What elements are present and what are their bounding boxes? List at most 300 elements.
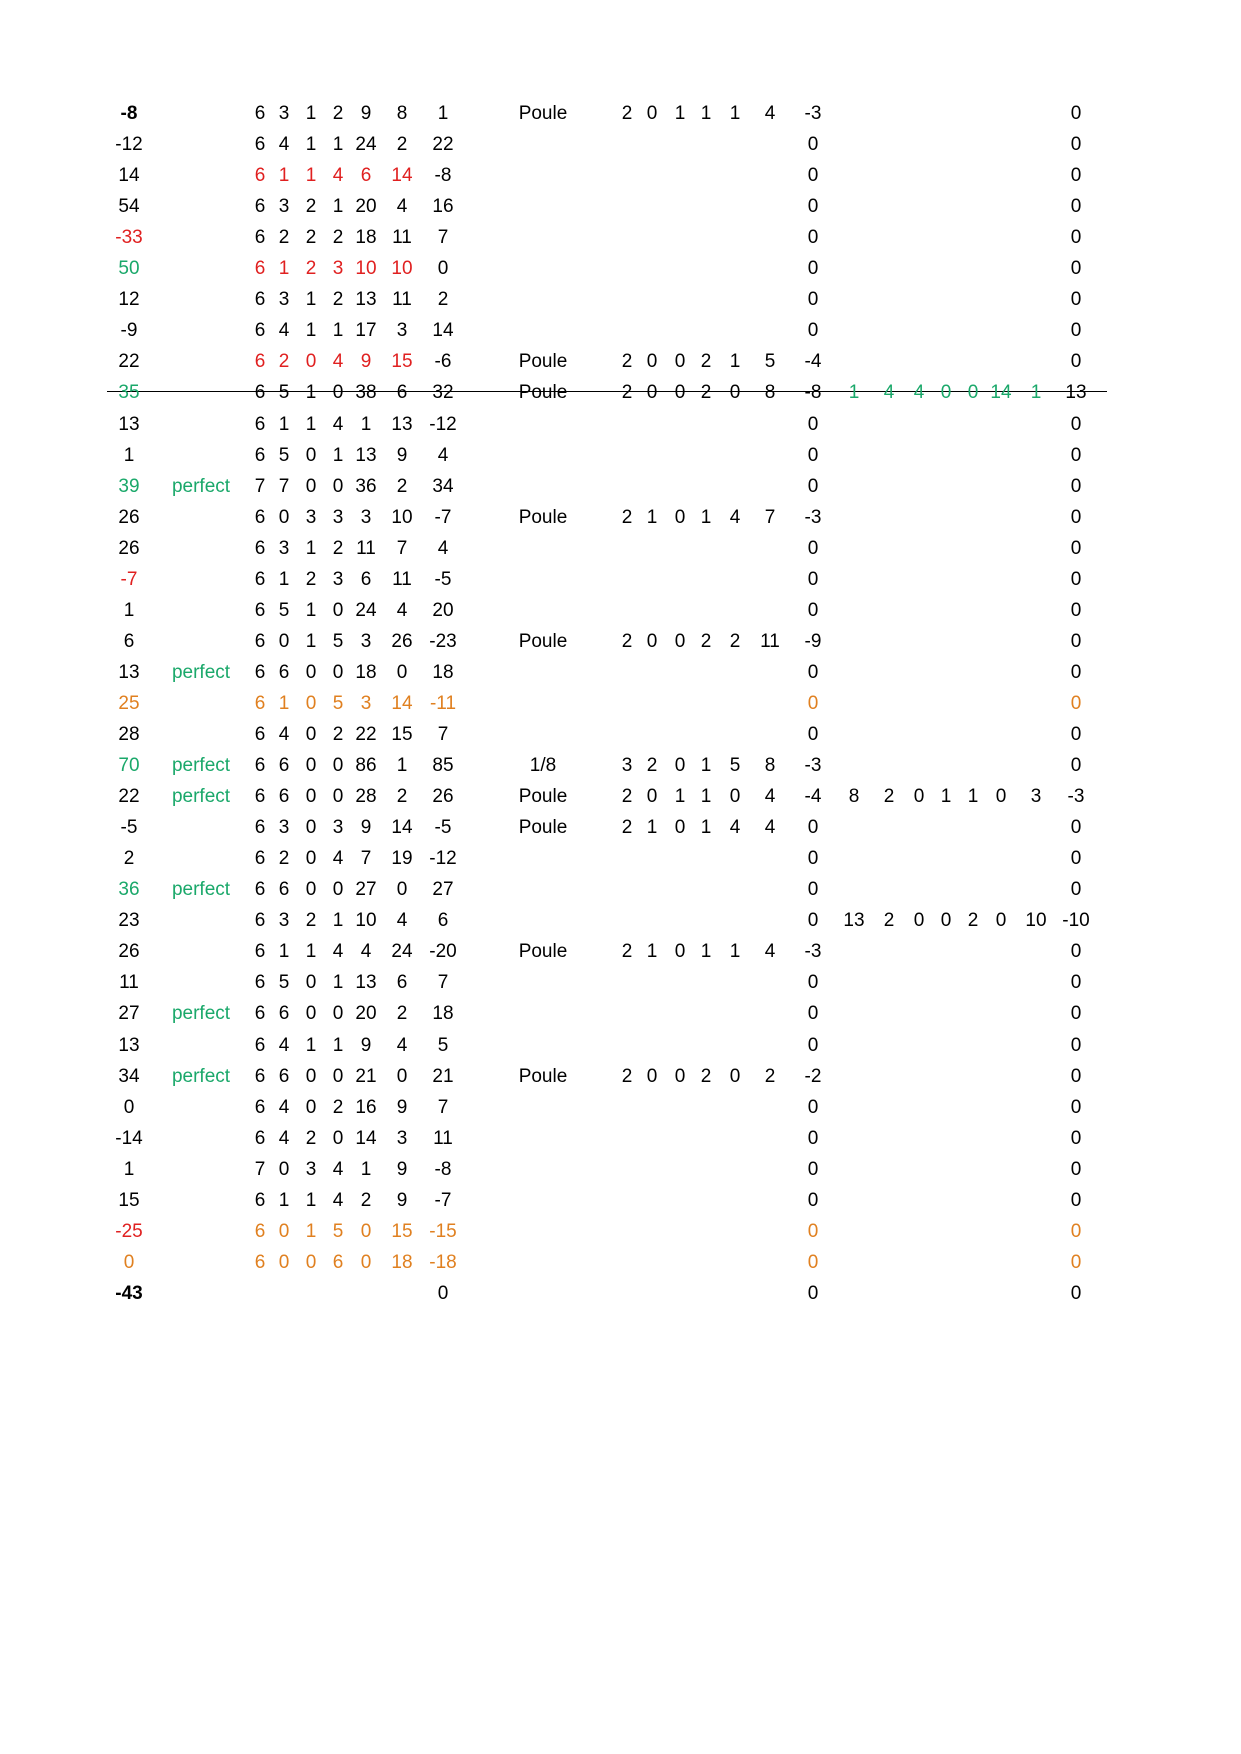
knockout-cell: 2 bbox=[700, 382, 712, 404]
knockout-diff-cell: 0 bbox=[807, 227, 819, 249]
stat-cell: 14 bbox=[391, 692, 413, 714]
knockout-cell: 7 bbox=[764, 506, 776, 528]
knockout-diff-cell: -2 bbox=[804, 1065, 822, 1087]
stat-cell: 3 bbox=[396, 1127, 408, 1149]
knockout-diff-cell: 0 bbox=[807, 320, 819, 342]
score-cell: 11 bbox=[119, 972, 139, 994]
stat-cell: 32 bbox=[432, 382, 454, 404]
stat-cell: 0 bbox=[396, 1065, 408, 1087]
stat-cell: 0 bbox=[332, 1065, 344, 1087]
table-row bbox=[0, 222, 1241, 253]
knockout-cell: 1 bbox=[700, 103, 712, 124]
stat-cell: 0 bbox=[332, 599, 344, 621]
table-row bbox=[0, 998, 1241, 1029]
score-cell: 35 bbox=[118, 382, 140, 404]
table-row bbox=[0, 1216, 1241, 1247]
stat-cell: 18 bbox=[355, 227, 377, 249]
stat-cell: 9 bbox=[396, 1096, 408, 1118]
stat-cell: 6 bbox=[254, 1065, 266, 1087]
stat-cell: 0 bbox=[332, 879, 344, 901]
total-cell: 0 bbox=[1070, 755, 1082, 777]
stat-cell: 9 bbox=[396, 444, 408, 466]
score-cell: 28 bbox=[118, 724, 140, 745]
stat-cell: 7 bbox=[437, 227, 449, 249]
knockout-cell: 2 bbox=[621, 103, 633, 124]
stat-cell: 36 bbox=[355, 475, 377, 497]
stat-cell: 4 bbox=[437, 537, 449, 559]
total-cell: 0 bbox=[1070, 1127, 1082, 1149]
knockout-diff-cell: 0 bbox=[807, 1003, 819, 1025]
stat-cell: 1 bbox=[278, 413, 290, 435]
knockout-cell: 1 bbox=[674, 786, 686, 808]
stat-cell: 13 bbox=[355, 972, 377, 994]
knockout-diff-cell: -9 bbox=[804, 630, 822, 652]
knockout-diff-cell: 0 bbox=[807, 817, 819, 839]
total-cell: -10 bbox=[1062, 910, 1090, 932]
stat-cell: -8 bbox=[434, 1158, 452, 1180]
total-cell: 0 bbox=[1070, 879, 1082, 901]
stat-cell: 2 bbox=[437, 289, 449, 311]
knockout-cell: 1 bbox=[729, 103, 741, 124]
stat-cell: 6 bbox=[254, 724, 266, 745]
stat-cell: 0 bbox=[305, 848, 317, 870]
stat-cell: -15 bbox=[429, 1220, 457, 1242]
knockout-diff-cell: 0 bbox=[807, 196, 819, 218]
stat-cell: 6 bbox=[254, 630, 266, 652]
stat-cell: 7 bbox=[278, 475, 290, 497]
knockout-cell: 0 bbox=[646, 786, 658, 808]
knockout-diff-cell: 0 bbox=[807, 1189, 819, 1211]
stat-cell: 3 bbox=[305, 506, 317, 528]
stat-cell: 3 bbox=[278, 289, 290, 311]
stat-cell: 11 bbox=[392, 568, 412, 590]
stat-cell: 6 bbox=[254, 227, 266, 249]
knockout-cell: 2 bbox=[621, 506, 633, 528]
table-row bbox=[0, 564, 1241, 595]
total-cell: 0 bbox=[1070, 165, 1082, 187]
stat-cell: -11 bbox=[429, 692, 457, 714]
stat-cell: 4 bbox=[360, 941, 372, 963]
table-row bbox=[0, 440, 1241, 471]
score-cell: -7 bbox=[120, 568, 138, 590]
stat-cell: 18 bbox=[391, 1251, 413, 1273]
stat-cell: 7 bbox=[254, 475, 266, 497]
knockout-cell: 1 bbox=[700, 786, 712, 808]
stat-cell: 0 bbox=[332, 1127, 344, 1149]
round-cell: Poule bbox=[518, 786, 568, 808]
stat-cell: 3 bbox=[278, 196, 290, 218]
knockout-cell: 4 bbox=[729, 817, 741, 839]
stat-cell: 1 bbox=[278, 941, 290, 963]
stat-cell: 0 bbox=[305, 661, 317, 683]
stat-cell: 11 bbox=[392, 227, 412, 249]
score-cell: 26 bbox=[118, 537, 140, 559]
stat-cell: 1 bbox=[332, 972, 344, 994]
table-row bbox=[0, 843, 1241, 874]
stat-cell: 20 bbox=[355, 196, 377, 218]
table-row bbox=[0, 874, 1241, 905]
knockout-diff-cell: -3 bbox=[804, 103, 822, 124]
stat-cell: 7 bbox=[396, 537, 408, 559]
extra-cell: 2 bbox=[883, 786, 895, 808]
table-row bbox=[0, 253, 1241, 284]
table-row bbox=[0, 719, 1241, 750]
table-row bbox=[0, 377, 1241, 408]
stat-cell: 2 bbox=[332, 289, 344, 311]
stat-cell: 0 bbox=[305, 786, 317, 808]
knockout-cell: 1 bbox=[729, 351, 741, 373]
knockout-cell: 0 bbox=[674, 630, 686, 652]
stat-cell: 6 bbox=[254, 786, 266, 808]
perfect-note: perfect bbox=[171, 786, 231, 808]
stat-cell: 27 bbox=[355, 879, 377, 901]
knockout-cell: 1 bbox=[646, 506, 658, 528]
stat-cell: 24 bbox=[355, 134, 377, 156]
stat-cell: 6 bbox=[254, 972, 266, 994]
total-cell: 0 bbox=[1070, 413, 1082, 435]
total-cell: 0 bbox=[1070, 134, 1082, 156]
knockout-diff-cell: 0 bbox=[807, 413, 819, 435]
stat-cell: 3 bbox=[278, 817, 290, 839]
stat-cell: 16 bbox=[432, 196, 454, 218]
total-cell: 0 bbox=[1070, 320, 1082, 342]
stat-cell: 2 bbox=[305, 258, 317, 280]
knockout-cell: 0 bbox=[674, 1065, 686, 1087]
stat-cell: 6 bbox=[254, 941, 266, 963]
stat-cell: 6 bbox=[396, 382, 408, 404]
table-row bbox=[0, 1154, 1241, 1185]
knockout-diff-cell: 0 bbox=[807, 972, 819, 994]
knockout-cell: 2 bbox=[621, 630, 633, 652]
stat-cell: -23 bbox=[429, 630, 457, 652]
stat-cell: 3 bbox=[332, 817, 344, 839]
knockout-cell: 3 bbox=[621, 755, 633, 777]
stat-cell: 26 bbox=[391, 630, 413, 652]
stat-cell: -5 bbox=[434, 817, 452, 839]
stat-cell: 0 bbox=[332, 382, 344, 404]
total-cell: 0 bbox=[1070, 475, 1082, 497]
stat-cell: 0 bbox=[305, 724, 317, 745]
score-cell: 6 bbox=[123, 630, 135, 652]
score-cell: -43 bbox=[115, 1282, 143, 1304]
table-row bbox=[0, 905, 1241, 936]
knockout-diff-cell: 0 bbox=[807, 1251, 819, 1273]
round-cell: Poule bbox=[518, 351, 568, 373]
extra-cell: 13 bbox=[843, 910, 865, 932]
stat-cell: 6 bbox=[396, 972, 408, 994]
stat-cell: 34 bbox=[432, 475, 454, 497]
knockout-cell: 2 bbox=[646, 755, 658, 777]
stat-cell: 6 bbox=[254, 1189, 266, 1211]
stat-cell: 0 bbox=[305, 1065, 317, 1087]
stat-cell: 3 bbox=[305, 1158, 317, 1180]
stat-cell: 21 bbox=[432, 1065, 454, 1087]
stat-cell: 0 bbox=[332, 755, 344, 777]
stat-cell: 5 bbox=[437, 1034, 449, 1056]
table-row bbox=[0, 1185, 1241, 1216]
stat-cell: 6 bbox=[278, 879, 290, 901]
score-cell: -33 bbox=[115, 227, 143, 249]
score-cell: 12 bbox=[118, 289, 140, 311]
stat-cell: 6 bbox=[254, 165, 266, 187]
stat-cell: 10 bbox=[391, 506, 413, 528]
table-row bbox=[0, 129, 1241, 160]
stat-cell: 1 bbox=[305, 1189, 317, 1211]
knockout-cell: 4 bbox=[764, 941, 776, 963]
total-cell: 0 bbox=[1070, 724, 1082, 745]
total-cell: 0 bbox=[1070, 258, 1082, 280]
stat-cell: 6 bbox=[254, 1034, 266, 1056]
round-cell: Poule bbox=[518, 817, 568, 839]
knockout-diff-cell: 0 bbox=[807, 289, 819, 311]
score-cell: 1 bbox=[123, 1158, 135, 1180]
knockout-diff-cell: -3 bbox=[804, 941, 822, 963]
extra-cell: 2 bbox=[967, 910, 979, 932]
knockout-cell: 2 bbox=[621, 786, 633, 808]
stat-cell: 6 bbox=[254, 568, 266, 590]
stat-cell: 4 bbox=[332, 941, 344, 963]
total-cell: 0 bbox=[1070, 661, 1082, 683]
stat-cell: 9 bbox=[396, 1189, 408, 1211]
stat-cell: 1 bbox=[305, 382, 317, 404]
knockout-cell: 4 bbox=[764, 817, 776, 839]
stat-cell: 0 bbox=[396, 661, 408, 683]
score-cell: 22 bbox=[118, 786, 140, 808]
score-cell: 26 bbox=[118, 506, 140, 528]
extra-cell: 0 bbox=[995, 786, 1007, 808]
extra-cell: 10 bbox=[1025, 910, 1047, 932]
extra-cell: 3 bbox=[1030, 786, 1042, 808]
score-cell: 70 bbox=[118, 755, 140, 777]
stat-cell: 6 bbox=[360, 568, 372, 590]
total-cell: 0 bbox=[1070, 941, 1082, 963]
total-cell: -3 bbox=[1067, 786, 1085, 808]
stat-cell: 6 bbox=[254, 755, 266, 777]
stat-cell: 0 bbox=[305, 692, 317, 714]
stat-cell: 1 bbox=[278, 258, 290, 280]
stat-cell: 6 bbox=[278, 661, 290, 683]
stat-cell: 3 bbox=[332, 258, 344, 280]
table-row bbox=[0, 1092, 1241, 1123]
stat-cell: 1 bbox=[360, 413, 372, 435]
stat-cell: 6 bbox=[254, 196, 266, 218]
stat-cell: 1 bbox=[332, 320, 344, 342]
stat-cell: -5 bbox=[434, 568, 452, 590]
total-cell: 0 bbox=[1070, 599, 1082, 621]
knockout-diff-cell: -3 bbox=[804, 506, 822, 528]
score-cell: 54 bbox=[118, 196, 140, 218]
total-cell: 0 bbox=[1070, 227, 1082, 249]
stat-cell: 26 bbox=[432, 786, 454, 808]
stat-cell: 5 bbox=[278, 599, 290, 621]
perfect-note: perfect bbox=[171, 661, 231, 683]
stat-cell: 13 bbox=[391, 413, 413, 435]
stat-cell: 2 bbox=[332, 537, 344, 559]
knockout-diff-cell: 0 bbox=[807, 165, 819, 187]
extra-cell: 0 bbox=[940, 382, 952, 404]
score-cell: 50 bbox=[118, 258, 140, 280]
knockout-cell: 2 bbox=[621, 382, 633, 404]
table-row bbox=[0, 1123, 1241, 1154]
stat-cell: 17 bbox=[355, 320, 377, 342]
knockout-diff-cell: 0 bbox=[807, 1220, 819, 1242]
knockout-cell: 1 bbox=[646, 817, 658, 839]
table-row bbox=[0, 595, 1241, 626]
stat-cell: 14 bbox=[355, 1127, 377, 1149]
knockout-cell: 4 bbox=[764, 103, 776, 124]
stat-cell: 2 bbox=[305, 1127, 317, 1149]
stat-cell: 5 bbox=[278, 444, 290, 466]
knockout-diff-cell: 0 bbox=[807, 910, 819, 932]
extra-cell: 1 bbox=[967, 786, 979, 808]
stat-cell: 0 bbox=[278, 630, 290, 652]
stat-cell: 5 bbox=[332, 1220, 344, 1242]
stat-cell: 3 bbox=[360, 630, 372, 652]
knockout-cell: 0 bbox=[674, 755, 686, 777]
knockout-cell: 5 bbox=[764, 351, 776, 373]
stat-cell: 6 bbox=[437, 910, 449, 932]
stat-cell: 1 bbox=[305, 599, 317, 621]
stat-cell: 0 bbox=[360, 1251, 372, 1273]
score-cell: 15 bbox=[118, 1189, 140, 1211]
stat-cell: 2 bbox=[332, 724, 344, 745]
knockout-cell: 2 bbox=[621, 817, 633, 839]
total-cell: 0 bbox=[1070, 289, 1082, 311]
total-cell: 0 bbox=[1070, 848, 1082, 870]
knockout-diff-cell: -3 bbox=[804, 755, 822, 777]
stat-cell: 0 bbox=[305, 755, 317, 777]
total-cell: 13 bbox=[1065, 382, 1087, 404]
total-cell: 0 bbox=[1070, 537, 1082, 559]
table-row bbox=[0, 315, 1241, 346]
total-cell: 0 bbox=[1070, 1220, 1082, 1242]
stat-cell: 2 bbox=[305, 227, 317, 249]
stat-cell: 2 bbox=[332, 1096, 344, 1118]
stat-cell: 4 bbox=[332, 413, 344, 435]
stat-cell: 11 bbox=[392, 289, 412, 311]
stat-cell: 4 bbox=[332, 165, 344, 187]
stat-cell: 1 bbox=[305, 413, 317, 435]
stat-cell: 15 bbox=[391, 724, 413, 745]
stat-cell: 6 bbox=[254, 506, 266, 528]
knockout-cell: 4 bbox=[764, 786, 776, 808]
score-cell: 1 bbox=[123, 444, 135, 466]
table-row bbox=[0, 688, 1241, 719]
stat-cell: 14 bbox=[391, 165, 413, 187]
knockout-cell: 0 bbox=[729, 786, 741, 808]
stat-cell: 10 bbox=[391, 258, 413, 280]
stat-cell: 4 bbox=[332, 848, 344, 870]
knockout-cell: 0 bbox=[646, 1065, 658, 1087]
score-cell: 39 bbox=[118, 475, 140, 497]
score-cell: 14 bbox=[118, 165, 140, 187]
stat-cell: 9 bbox=[396, 1158, 408, 1180]
table-row bbox=[0, 781, 1241, 812]
knockout-cell: 0 bbox=[729, 382, 741, 404]
stat-cell: 3 bbox=[332, 506, 344, 528]
stat-cell: 0 bbox=[360, 1220, 372, 1242]
stat-cell: 18 bbox=[432, 1003, 454, 1025]
stat-cell: 6 bbox=[254, 661, 266, 683]
stat-cell: 0 bbox=[332, 1003, 344, 1025]
score-cell: 0 bbox=[123, 1096, 135, 1118]
stat-cell: 9 bbox=[360, 1034, 372, 1056]
stat-cell: 1 bbox=[332, 910, 344, 932]
knockout-cell: 0 bbox=[674, 506, 686, 528]
knockout-cell: 2 bbox=[764, 1065, 776, 1087]
stat-cell: 85 bbox=[432, 755, 454, 777]
stat-cell: 0 bbox=[437, 1282, 449, 1304]
stat-cell: -12 bbox=[429, 413, 457, 435]
table-row bbox=[0, 191, 1241, 222]
stat-cell: 2 bbox=[332, 227, 344, 249]
stat-cell: 2 bbox=[396, 475, 408, 497]
knockout-cell: 1 bbox=[646, 941, 658, 963]
knockout-cell: 1 bbox=[700, 817, 712, 839]
stat-cell: 6 bbox=[278, 755, 290, 777]
table-row bbox=[0, 1061, 1241, 1092]
score-cell: -9 bbox=[120, 320, 138, 342]
stat-cell: 4 bbox=[396, 196, 408, 218]
stat-cell: 4 bbox=[278, 134, 290, 156]
extra-cell: 4 bbox=[883, 382, 895, 404]
table-row bbox=[0, 409, 1241, 440]
table-row bbox=[0, 284, 1241, 315]
stat-cell: 7 bbox=[360, 848, 372, 870]
knockout-cell: 2 bbox=[700, 1065, 712, 1087]
knockout-diff-cell: 0 bbox=[807, 1282, 819, 1304]
score-cell: -12 bbox=[115, 134, 143, 156]
stat-cell: 1 bbox=[305, 1220, 317, 1242]
total-cell: 0 bbox=[1070, 1282, 1082, 1304]
knockout-diff-cell: 0 bbox=[807, 1158, 819, 1180]
round-cell: Poule bbox=[518, 941, 568, 963]
extra-cell: 0 bbox=[967, 382, 979, 404]
stat-cell: 0 bbox=[278, 506, 290, 528]
stat-cell: 6 bbox=[254, 413, 266, 435]
knockout-cell: 5 bbox=[729, 755, 741, 777]
stat-cell: -12 bbox=[429, 848, 457, 870]
stat-cell: 6 bbox=[254, 537, 266, 559]
stat-cell: 1 bbox=[305, 165, 317, 187]
stat-cell: 21 bbox=[355, 1065, 377, 1087]
stat-cell: 6 bbox=[254, 289, 266, 311]
stat-cell: 6 bbox=[254, 134, 266, 156]
stat-cell: 4 bbox=[278, 320, 290, 342]
knockout-cell: 1 bbox=[729, 941, 741, 963]
stat-cell: 3 bbox=[332, 568, 344, 590]
stat-cell: -18 bbox=[429, 1251, 457, 1273]
stat-cell: 19 bbox=[391, 848, 413, 870]
stat-cell: 1 bbox=[278, 1189, 290, 1211]
stat-cell: 2 bbox=[278, 848, 290, 870]
stat-cell: 18 bbox=[432, 661, 454, 683]
stat-cell: 6 bbox=[254, 1096, 266, 1118]
knockout-diff-cell: 0 bbox=[807, 848, 819, 870]
knockout-cell: 11 bbox=[760, 630, 780, 652]
total-cell: 0 bbox=[1070, 1158, 1082, 1180]
stat-cell: 20 bbox=[432, 599, 454, 621]
knockout-cell: 0 bbox=[674, 817, 686, 839]
stat-cell: -6 bbox=[434, 351, 452, 373]
stat-cell: 1 bbox=[305, 941, 317, 963]
stat-cell: 0 bbox=[332, 786, 344, 808]
knockout-cell: 0 bbox=[646, 103, 658, 124]
stat-cell: 6 bbox=[254, 1251, 266, 1273]
stat-cell: 3 bbox=[360, 506, 372, 528]
stat-cell: 13 bbox=[355, 289, 377, 311]
stat-cell: 1 bbox=[305, 103, 317, 124]
